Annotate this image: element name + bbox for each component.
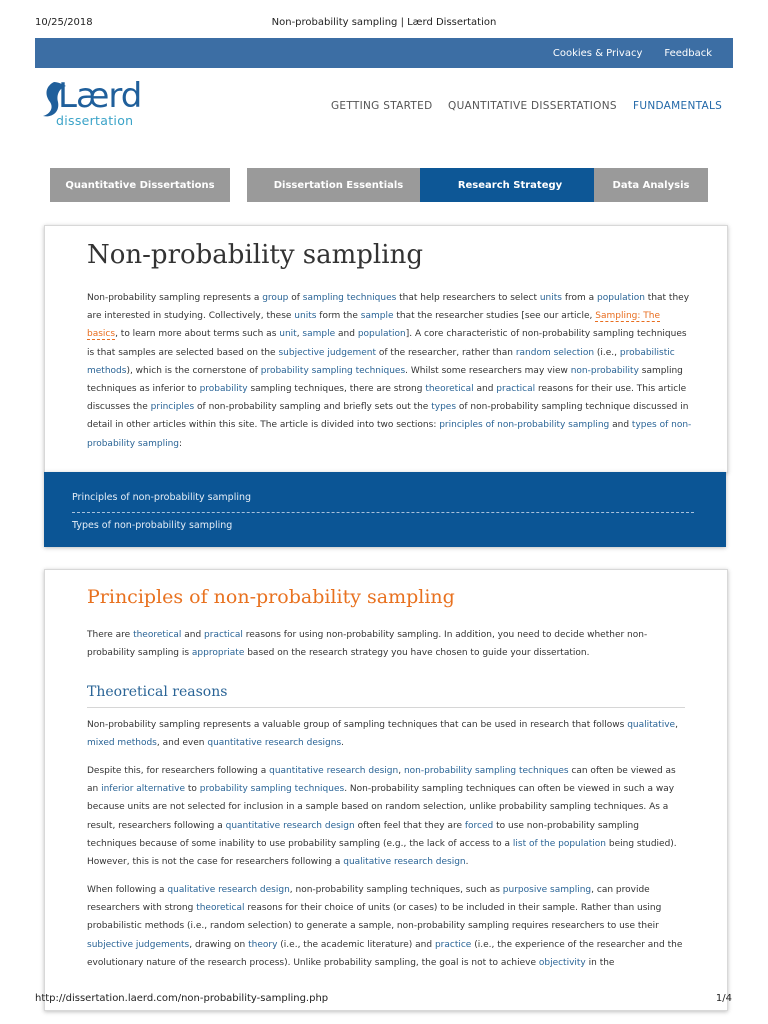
principles-card (44, 569, 728, 1011)
feedback-link[interactable]: Feedback (664, 47, 712, 59)
article-link[interactable]: Sampling: The basics (87, 311, 661, 340)
inline-link[interactable]: sample (302, 329, 336, 340)
section-toc (44, 472, 726, 547)
principles-paragraph: There are theoretical and practical reasons for using non-probability sampling. In addition, you need to decide whether non-probability sampling is appropriate based on the research strategy you have chosen to guide your dissertation. (87, 630, 648, 659)
inline-link[interactable]: quantitative research designs (207, 738, 342, 749)
inline-link[interactable]: practical (204, 630, 243, 640)
nav-getting-started[interactable]: GETTING STARTED (331, 100, 433, 112)
intro-paragraph: Non-probability sampling represents a group of sampling techniques that help researchers to select units from a population that they are interested in studying. Collectively, these units form the sample that the researcher studies [see our article, Sampling: The basics, to learn more about terms such as unit, sample and population]. A core characteristic of non-probability sampling techniques is that samples are selected based on the subjective judgement of the researcher, rather than random selection (i.e., probabilistic methods), which is the cornerstone of probability sampling techniques. Whilst some researchers may view non-probability sampling techniques as inferior to probability sampling techniques, there are strong theoretical and practical reasons for their use. This article discusses the principles of non-probability sampling and briefly sets out the types of non-probability sampling technique discussed in detail in other articles within this site. The article is divided into two sections: principles of non-probability sampling and types of non-probability sampling: (87, 293, 692, 449)
inline-link[interactable]: probability sampling techniques (199, 784, 345, 795)
cookies-privacy-link[interactable]: Cookies & Privacy (552, 47, 643, 59)
inline-link[interactable]: theoretical (196, 903, 245, 914)
print-page-number: 1/4 (715, 993, 732, 1004)
inline-link[interactable]: unit (279, 329, 297, 340)
inline-link[interactable]: appropriate (191, 648, 245, 659)
inline-link[interactable]: theoretical (425, 384, 474, 395)
inline-link[interactable]: sample (360, 311, 394, 322)
inline-link[interactable]: probability sampling techniques (260, 365, 406, 376)
page-title: Non-probability sampling (87, 240, 423, 270)
inline-link[interactable]: quantitative research design (225, 820, 355, 831)
subsection-heading: Theoretical reasons (87, 684, 228, 700)
inline-link[interactable]: subjective judgements (87, 939, 190, 950)
logo-brand-text: Lærd (58, 76, 142, 116)
logo-sub-text: dissertation (56, 113, 134, 128)
tab-data-analysis[interactable]: Data Analysis (594, 168, 708, 202)
inline-link[interactable]: list of the population (512, 838, 607, 849)
inline-link[interactable]: principles of non-probability sampling (439, 420, 610, 431)
inline-link[interactable]: group (262, 293, 289, 303)
inline-link[interactable]: qualitative (627, 720, 676, 730)
inline-link[interactable]: practice (434, 939, 472, 950)
nav-quantitative-dissertations[interactable]: QUANTITATIVE DISSERTATIONS (448, 100, 617, 112)
inline-link[interactable]: probabilistic methods (87, 347, 675, 376)
inline-link[interactable]: types (431, 402, 457, 413)
section-tabs (50, 168, 710, 202)
inline-link[interactable]: population (357, 329, 406, 340)
inline-link[interactable]: qualitative research design (343, 857, 466, 868)
inline-link[interactable]: non-probability sampling techniques (403, 766, 569, 776)
laerd-logo[interactable] (40, 76, 150, 132)
article-intro-card (44, 225, 728, 473)
theoretical-paragraph-3: When following a qualitative research design, non-probability sampling techniques, such as purposive sampling, can provide researchers with strong theoretical reasons for their choice of units (or cases) to be included in their sample. Rather than using probabilistic methods (i.e., random selection) to generate a sample, non-probability sampling requires researchers to use their subjective judgements, drawing on theory (i.e., the academic literature) and practice (i.e., the experience of the researcher and the evolutionary nature of the research process). Unlike probability sampling, the goal is not to achieve objectivity in the (87, 885, 683, 968)
print-page-title: Non-probability sampling | Lærd Dissertation (271, 17, 497, 28)
inline-link[interactable]: sampling techniques (302, 293, 397, 303)
nav-fundamentals[interactable]: FUNDAMENTALS (633, 100, 723, 112)
subheading-rule (87, 707, 685, 708)
tab-dissertation-essentials[interactable]: Dissertation Essentials (247, 168, 430, 202)
inline-link[interactable]: non-probability (570, 365, 639, 376)
print-url: http://dissertation.laerd.com/non-probability-sampling.php (35, 993, 329, 1004)
inline-link[interactable]: forced (464, 820, 494, 831)
inline-link[interactable]: practical (496, 384, 536, 395)
toc-divider (72, 512, 694, 513)
toc-link-principles[interactable]: Principles of non-probability sampling (72, 492, 252, 503)
inline-link[interactable]: quantitative research design (269, 766, 399, 776)
inline-link[interactable]: objectivity (538, 957, 586, 968)
inline-link[interactable]: probability (199, 384, 248, 395)
tab-quantitative-dissertations[interactable]: Quantitative Dissertations (50, 168, 230, 202)
inline-link[interactable]: mixed methods (87, 738, 157, 749)
section-heading: Principles of non-probability sampling (87, 586, 455, 608)
theoretical-paragraph-2: Despite this, for researchers following a quantitative research design, non-probability sampling techniques can often be viewed as an inferior alternative to probability sampling techniques. Non-probability sampling techniques can often be viewed in such a way because units are not selected for inclusion in a sample based on random selection, unlike probability sampling techniques. As a result, researchers following a quantitative research design often feel that they are forced to use non-probability sampling techniques because of some inability to use probability sampling (e.g., the lack of access to a list of the population being studied). However, this is not the case for researchers following a qualitative research design. (87, 766, 677, 868)
inline-link[interactable]: types of non-probability sampling (87, 420, 692, 449)
inline-link[interactable]: theory (248, 939, 278, 950)
inline-link[interactable]: units (539, 293, 562, 303)
inline-link[interactable]: random selection (515, 347, 595, 358)
tab-research-strategy[interactable]: Research Strategy (420, 168, 600, 202)
utility-bar (35, 38, 733, 68)
inline-link[interactable]: units (294, 311, 317, 322)
inline-link[interactable]: inferior alternative (101, 784, 186, 795)
toc-link-types[interactable]: Types of non-probability sampling (72, 520, 233, 531)
theoretical-paragraph-1: Non-probability sampling represents a valuable group of sampling techniques that can be used in research that follows qualitative, mixed methods, and even quantitative research designs. (87, 720, 678, 749)
inline-link[interactable]: subjective judgement (278, 347, 377, 358)
inline-link[interactable]: population (597, 293, 645, 303)
inline-link[interactable]: principles (150, 402, 195, 413)
inline-link[interactable]: purposive sampling (502, 885, 592, 895)
inline-link[interactable]: theoretical (133, 630, 182, 640)
inline-link[interactable]: qualitative research design (167, 885, 290, 895)
print-date: 10/25/2018 (35, 17, 93, 28)
